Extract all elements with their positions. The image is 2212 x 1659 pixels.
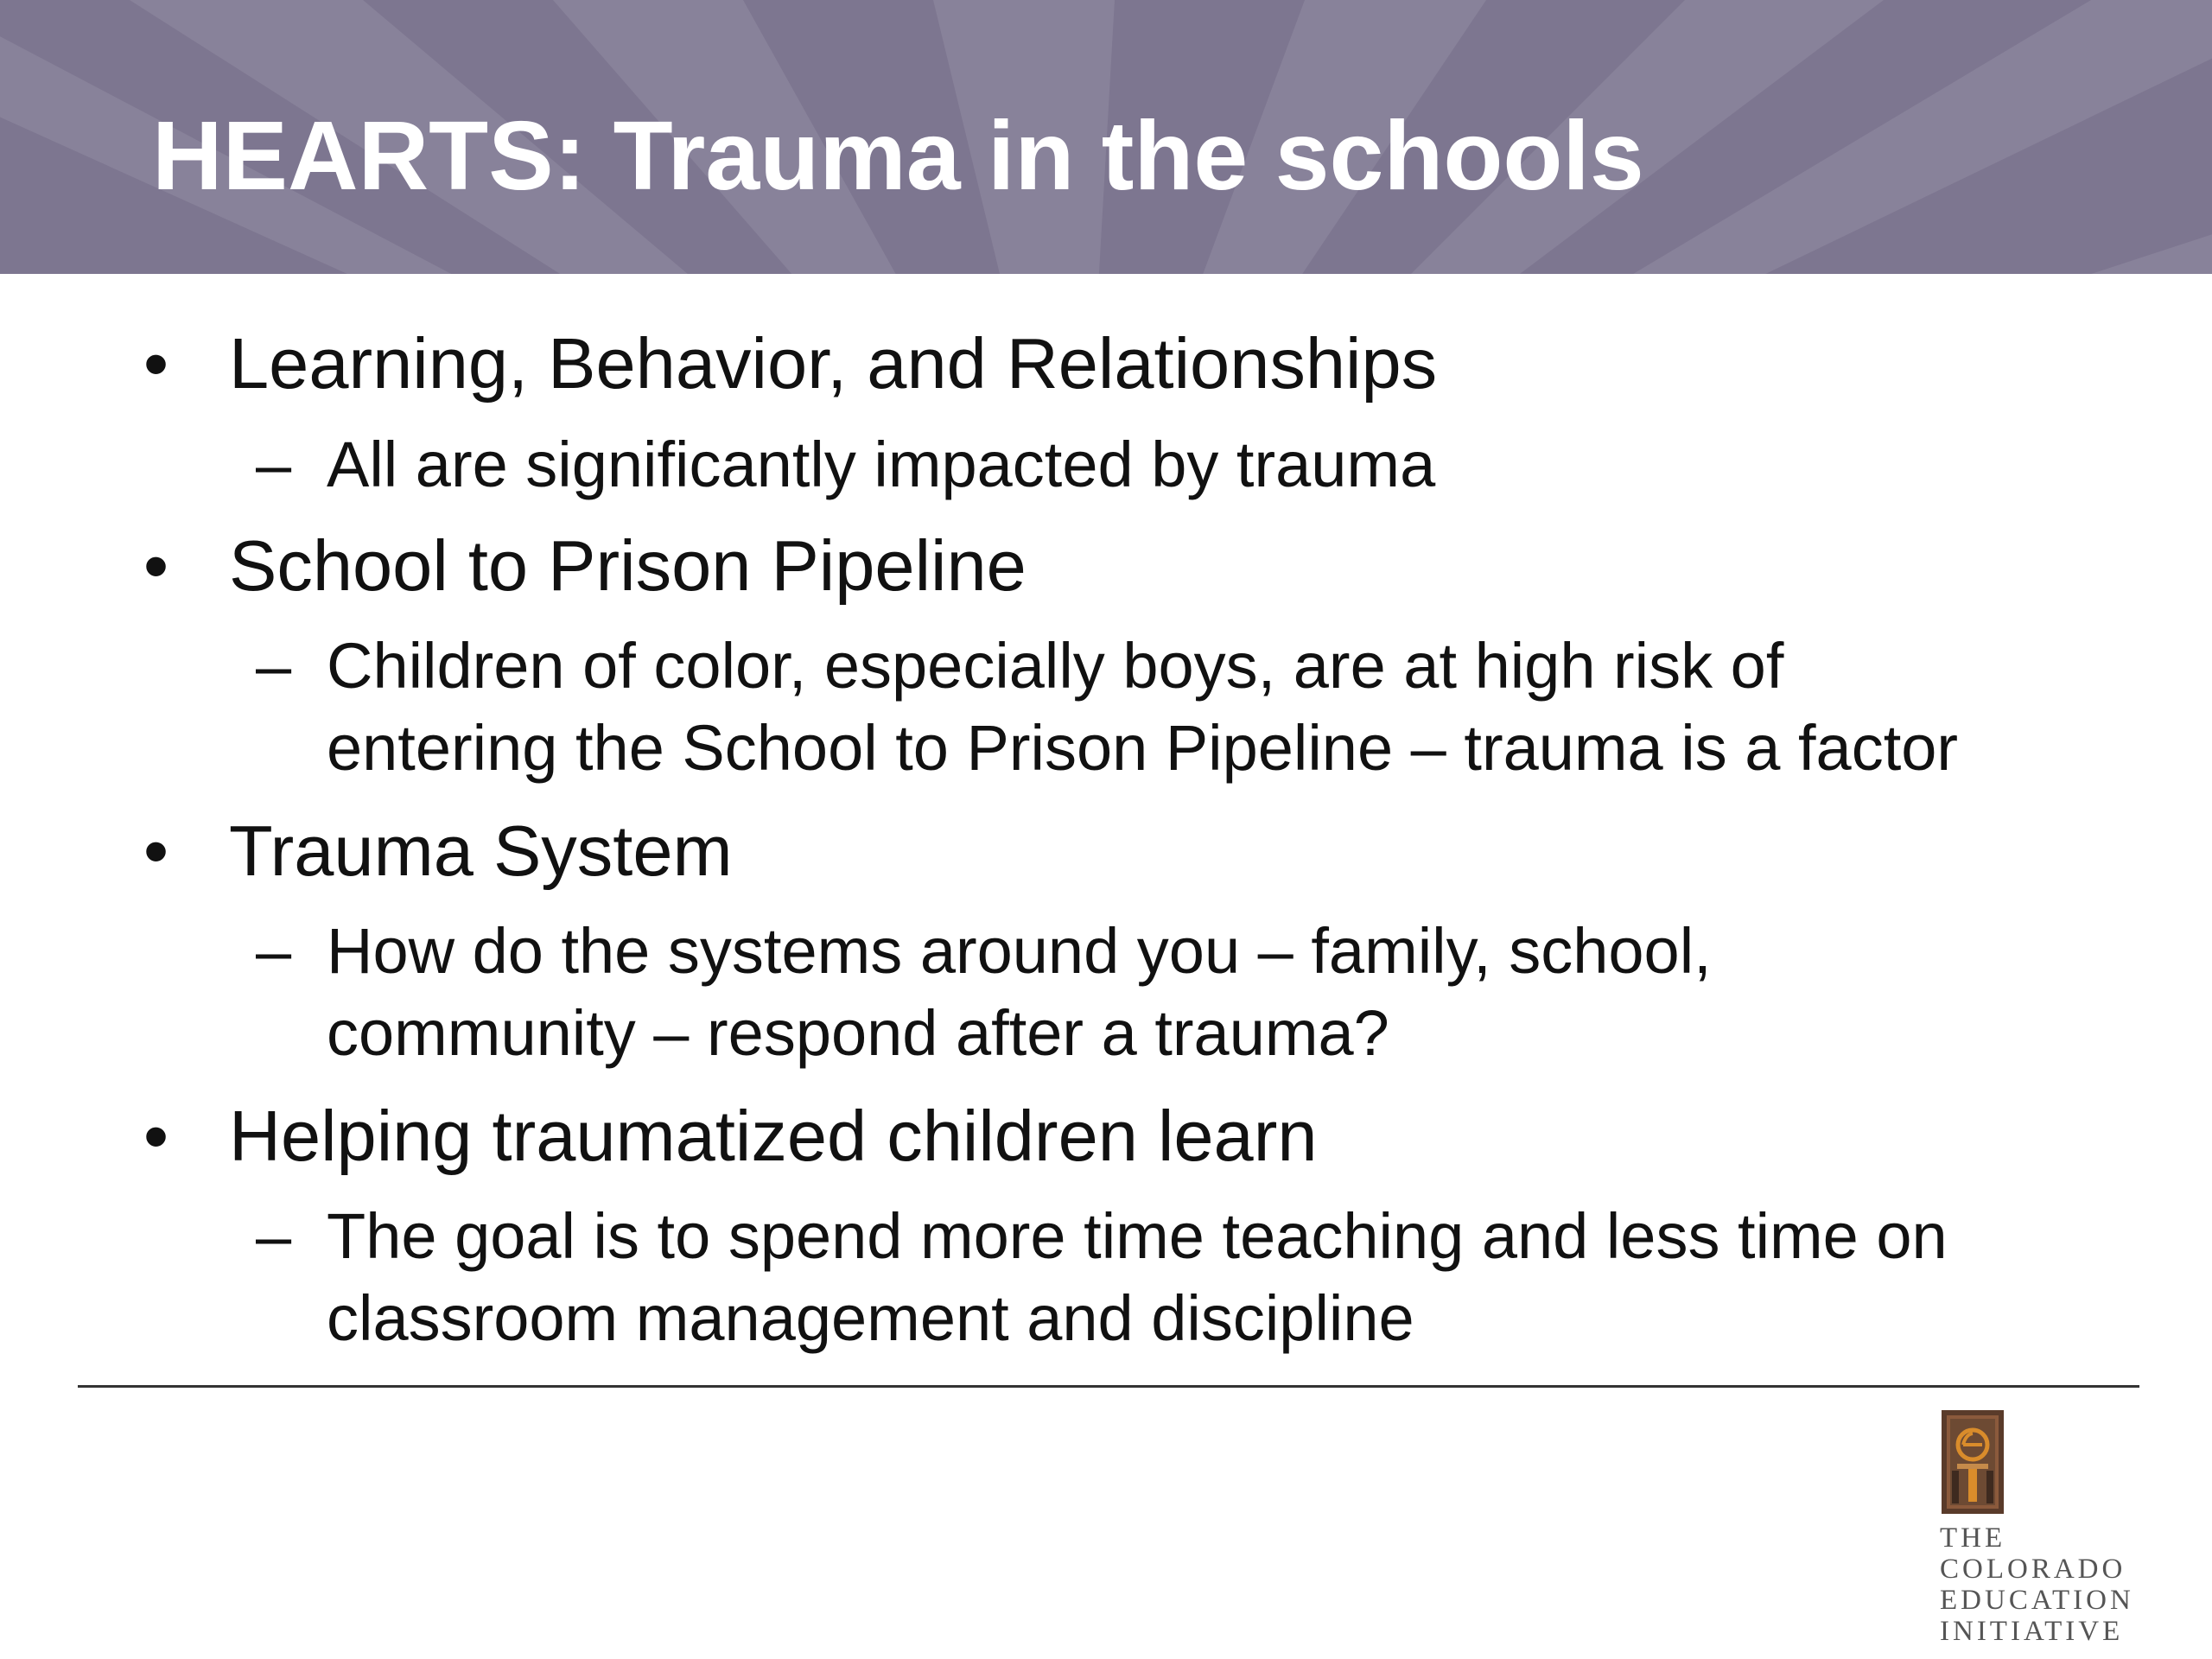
bullet-heading: Helping traumatized children learn: [229, 1096, 1318, 1176]
bullet-dot-icon: •: [143, 810, 169, 891]
bullet-dot-icon: •: [143, 525, 169, 606]
logo-line: INITIATIVE: [1940, 1616, 2124, 1647]
sub-item-continuation: [327, 1277, 1414, 1359]
bullet-heading: Learning, Behavior, and Relationships: [229, 323, 1438, 404]
logo-line: EDUCATION: [1940, 1585, 2134, 1616]
sub-item-text: community – respond after a trauma?: [327, 997, 1389, 1069]
colorado-education-initiative-logo-icon: [1940, 1408, 2009, 1517]
dash-icon: –: [256, 915, 292, 987]
sub-item-text: How do the systems around you – family, school,: [327, 915, 1712, 987]
logo-wordmark: [1940, 1522, 2134, 1647]
bullet-heading: School to Prison Pipeline: [229, 525, 1027, 606]
sub-item-text: classroom management and discipline: [327, 1282, 1414, 1354]
bullet-dot-icon: •: [143, 323, 169, 404]
sub-item-continuation: [327, 992, 1389, 1074]
bullet-dot-icon: •: [143, 1096, 169, 1176]
dash-icon: –: [256, 630, 292, 702]
title-banner: [0, 0, 2212, 274]
logo-line: THE: [1940, 1522, 2006, 1554]
sub-item-text: The goal is to spend more time teaching and less time on: [327, 1200, 1948, 1272]
bullet-heading: Trauma System: [229, 810, 733, 891]
sub-item-text: All are significantly impacted by trauma: [327, 429, 1436, 500]
dash-icon: –: [256, 429, 292, 500]
sub-item-text: entering the School to Prison Pipeline – trauma is a factor: [327, 712, 1959, 784]
footer-divider: [78, 1385, 2139, 1388]
sub-item-text: Children of color, especially boys, are at high risk of: [327, 630, 1784, 702]
slide-title: HEARTS: Trauma in the schools: [152, 101, 1644, 210]
logo-line: COLORADO: [1940, 1554, 2126, 1585]
sub-item-continuation: [327, 707, 1958, 789]
dash-icon: –: [256, 1200, 292, 1272]
